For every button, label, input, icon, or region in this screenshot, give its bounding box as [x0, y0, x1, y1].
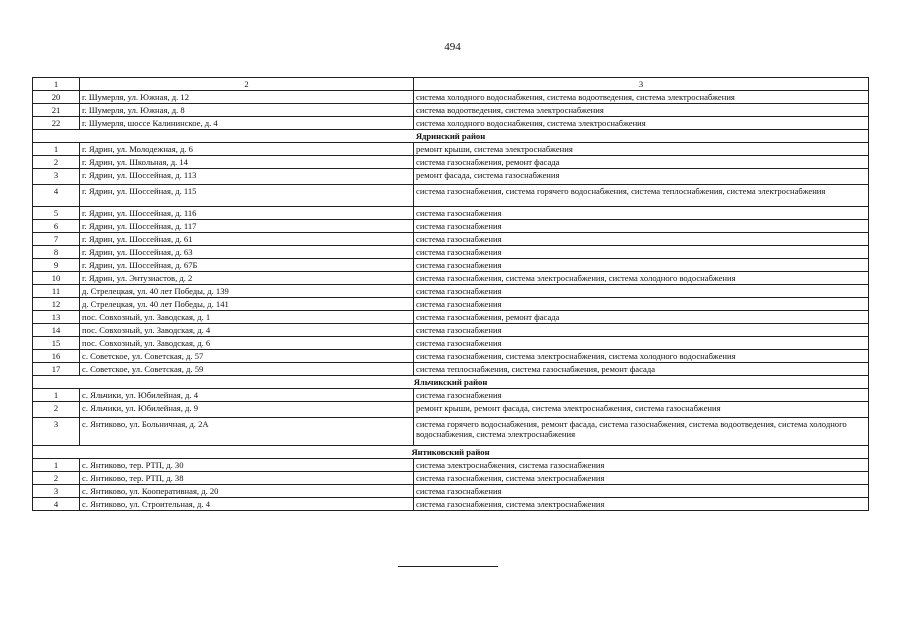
table-row — [33, 389, 869, 402]
works-cell: система газоснабжения, система горячего водоснабжения, система теплоснабжения, система электроснабжения — [414, 185, 869, 207]
row-number: 8 — [33, 246, 80, 259]
address-cell: с. Советское, ул. Советская, д. 57 — [80, 350, 414, 363]
address-cell: г. Ядрин, ул. Школьная, д. 14 — [80, 156, 414, 169]
table-row — [33, 459, 869, 472]
works-cell: система газоснабжения, ремонт фасада — [414, 156, 869, 169]
table-row — [33, 337, 869, 350]
table-row — [33, 363, 869, 376]
row-number: 13 — [33, 311, 80, 324]
works-cell: система газоснабжения — [414, 285, 869, 298]
district-name: Яльчикский район — [33, 376, 869, 389]
table-row — [33, 117, 869, 130]
address-cell: с. Янтиково, ул. Кооперативная, д. 20 — [80, 485, 414, 498]
works-cell: система газоснабжения — [414, 298, 869, 311]
address-cell: пос. Совхозный, ул. Заводская, д. 4 — [80, 324, 414, 337]
page-number: 494 — [444, 41, 461, 53]
table-row — [33, 418, 869, 446]
works-cell: система газоснабжения, система электроснабжения — [414, 498, 869, 511]
address-cell: г. Шумерля, ул. Южная, д. 8 — [80, 104, 414, 117]
row-number: 21 — [33, 104, 80, 117]
row-number: 2 — [33, 472, 80, 485]
table-row — [33, 285, 869, 298]
table-row — [33, 246, 869, 259]
table-row — [33, 220, 869, 233]
registry-table — [32, 77, 869, 511]
table-row — [33, 169, 869, 185]
address-cell: г. Шумерля, ул. Южная, д. 12 — [80, 91, 414, 104]
district-header-row — [33, 376, 869, 389]
row-number: 11 — [33, 285, 80, 298]
works-cell: система газоснабжения, система электроснабжения — [414, 472, 869, 485]
column-header-2: 2 — [80, 78, 414, 91]
works-cell: система газоснабжения — [414, 246, 869, 259]
row-number: 2 — [33, 402, 80, 418]
address-cell: с. Янтиково, ул. Больничная, д. 2А — [80, 418, 414, 446]
table-row — [33, 233, 869, 246]
works-cell: система газоснабжения — [414, 233, 869, 246]
row-number: 4 — [33, 498, 80, 511]
address-cell: г. Ядрин, ул. Энтузиастов, д. 2 — [80, 272, 414, 285]
district-name: Ядринский район — [33, 130, 869, 143]
works-cell: ремонт крыши, система электроснабжения — [414, 143, 869, 156]
row-number: 1 — [33, 389, 80, 402]
works-cell: система электроснабжения, система газоснабжения — [414, 459, 869, 472]
address-cell: г. Ядрин, ул. Шоссейная, д. 117 — [80, 220, 414, 233]
works-cell: система теплоснабжения, система газоснабжения, ремонт фасада — [414, 363, 869, 376]
address-cell: пос. Совхозный, ул. Заводская, д. 1 — [80, 311, 414, 324]
row-number: 3 — [33, 169, 80, 185]
row-number: 6 — [33, 220, 80, 233]
address-cell: д. Стрелецкая, ул. 40 лет Победы, д. 139 — [80, 285, 414, 298]
address-cell: г. Ядрин, ул. Шоссейная, д. 116 — [80, 207, 414, 220]
address-cell: г. Ядрин, ул. Шоссейная, д. 113 — [80, 169, 414, 185]
address-cell: г. Ядрин, ул. Шоссейная, д. 67Б — [80, 259, 414, 272]
address-cell: г. Ядрин, ул. Шоссейная, д. 63 — [80, 246, 414, 259]
district-header-row — [33, 446, 869, 459]
footer-divider — [398, 566, 498, 567]
address-cell: г. Ядрин, ул. Шоссейная, д. 61 — [80, 233, 414, 246]
works-cell: система газоснабжения — [414, 337, 869, 350]
works-cell: система газоснабжения, ремонт фасада — [414, 311, 869, 324]
works-cell: ремонт крыши, ремонт фасада, система электроснабжения, система газоснабжения — [414, 402, 869, 418]
address-cell: г. Шумерля, шоссе Калининское, д. 4 — [80, 117, 414, 130]
row-number: 17 — [33, 363, 80, 376]
table-row — [33, 156, 869, 169]
works-cell: система газоснабжения — [414, 207, 869, 220]
row-number: 1 — [33, 143, 80, 156]
table-row — [33, 259, 869, 272]
table-row — [33, 272, 869, 285]
row-number: 1 — [33, 459, 80, 472]
row-number: 9 — [33, 259, 80, 272]
header-row — [33, 78, 869, 91]
table-row — [33, 298, 869, 311]
column-header-1: 1 — [33, 78, 80, 91]
row-number: 3 — [33, 418, 80, 446]
row-number: 14 — [33, 324, 80, 337]
address-cell: г. Ядрин, ул. Шоссейная, д. 115 — [80, 185, 414, 207]
row-number: 15 — [33, 337, 80, 350]
address-cell: с. Яльчики, ул. Юбилейная, д. 9 — [80, 402, 414, 418]
address-cell: с. Янтиково, тер. РТП, д. 38 — [80, 472, 414, 485]
row-number: 7 — [33, 233, 80, 246]
row-number: 5 — [33, 207, 80, 220]
table-row — [33, 185, 869, 207]
row-number: 16 — [33, 350, 80, 363]
table-row — [33, 143, 869, 156]
table-row — [33, 104, 869, 117]
works-cell: система газоснабжения, система электроснабжения, система холодного водоснабжения — [414, 272, 869, 285]
works-cell: система газоснабжения — [414, 259, 869, 272]
row-number: 4 — [33, 185, 80, 207]
district-name: Янтиковский район — [33, 446, 869, 459]
address-cell: пос. Совхозный, ул. Заводская, д. 6 — [80, 337, 414, 350]
registry-table-body — [33, 78, 869, 511]
table-row — [33, 485, 869, 498]
works-cell: система газоснабжения — [414, 389, 869, 402]
column-header-3: 3 — [414, 78, 869, 91]
works-cell: система холодного водоснабжения, система водоотведения, система электроснабжения — [414, 91, 869, 104]
address-cell: с. Яльчики, ул. Юбилейная, д. 4 — [80, 389, 414, 402]
address-cell: с. Янтиково, тер. РТП, д. 30 — [80, 459, 414, 472]
works-cell: система холодного водоснабжения, система электроснабжения — [414, 117, 869, 130]
row-number: 12 — [33, 298, 80, 311]
row-number: 10 — [33, 272, 80, 285]
address-cell: с. Янтиково, ул. Строительная, д. 4 — [80, 498, 414, 511]
table-row — [33, 402, 869, 418]
row-number: 2 — [33, 156, 80, 169]
table-row — [33, 472, 869, 485]
table-row — [33, 324, 869, 337]
table-row — [33, 91, 869, 104]
works-cell: система горячего водоснабжения, ремонт фасада, система газоснабжения, система водоотведения, система холодного водоснабжения, система электроснабжения — [414, 418, 869, 446]
works-cell: система газоснабжения — [414, 220, 869, 233]
address-cell: г. Ядрин, ул. Молодежная, д. 6 — [80, 143, 414, 156]
works-cell: ремонт фасада, система газоснабжения — [414, 169, 869, 185]
works-cell: система водоотведения, система электроснабжения — [414, 104, 869, 117]
address-cell: с. Советское, ул. Советская, д. 59 — [80, 363, 414, 376]
table-row — [33, 350, 869, 363]
district-header-row — [33, 130, 869, 143]
row-number: 20 — [33, 91, 80, 104]
works-cell: система газоснабжения, система электроснабжения, система холодного водоснабжения — [414, 350, 869, 363]
works-cell: система газоснабжения — [414, 485, 869, 498]
table-row — [33, 207, 869, 220]
address-cell: д. Стрелецкая, ул. 40 лет Победы, д. 141 — [80, 298, 414, 311]
table-row — [33, 498, 869, 511]
table-row — [33, 311, 869, 324]
works-cell: система газоснабжения — [414, 324, 869, 337]
row-number: 22 — [33, 117, 80, 130]
row-number: 3 — [33, 485, 80, 498]
